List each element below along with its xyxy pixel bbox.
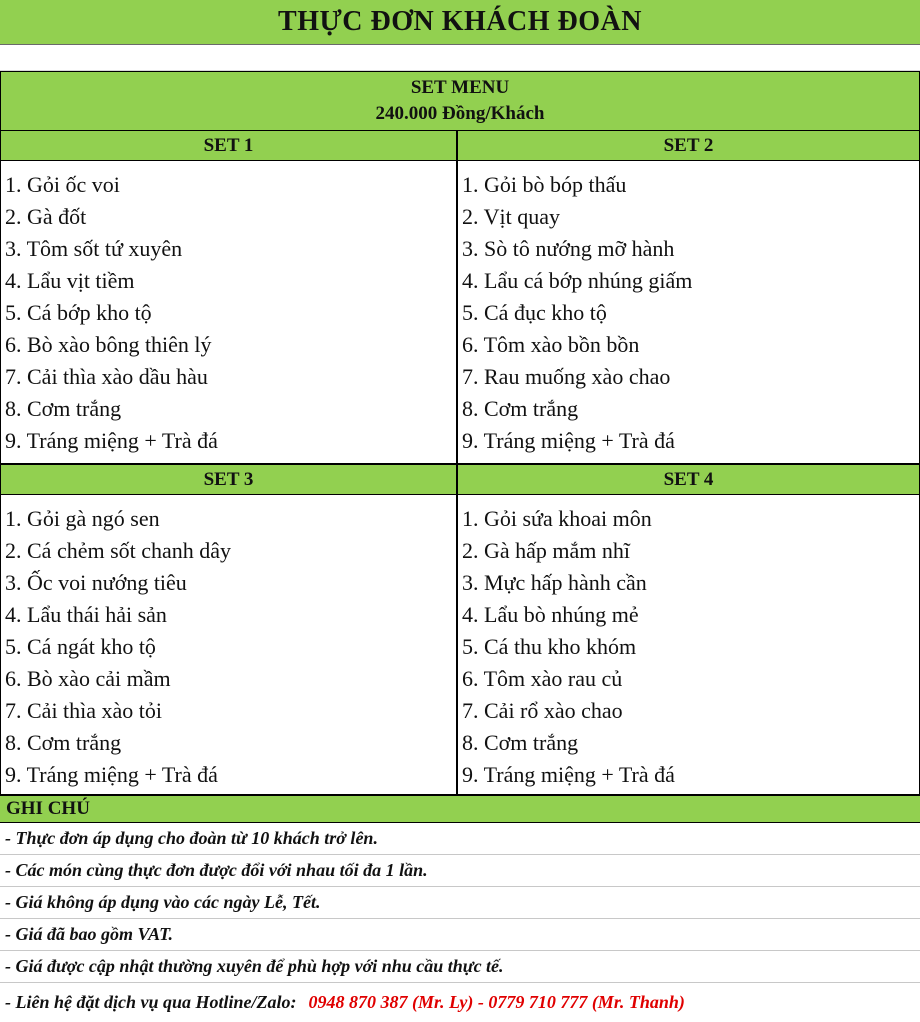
list-item: 1. Gỏi sứa khoai môn xyxy=(462,506,652,531)
page-title: THỰC ĐƠN KHÁCH ĐOÀN xyxy=(0,0,920,45)
list-item: 2. Gà đốt xyxy=(5,204,87,229)
list-item: 4. Lẩu bò nhúng mẻ xyxy=(462,602,639,627)
list-item: 7. Rau muống xào chao xyxy=(462,364,671,389)
list-item: 4. Lẩu vịt tiềm xyxy=(5,268,135,293)
set-4-title: SET 4 xyxy=(457,464,920,495)
set-menu-price: 240.000 Đồng/Khách xyxy=(375,103,545,124)
note-item: - Thực đơn áp dụng cho đoàn từ 10 khách trở lên. xyxy=(0,823,920,855)
note-item: - Giá được cập nhật thường xuyên để phù hợp với nhu cầu thực tế. xyxy=(0,951,920,983)
set-1-items xyxy=(0,161,457,464)
list-item: 1. Gỏi ốc voi xyxy=(5,172,120,197)
list-item: 5. Cá đục kho tộ xyxy=(462,300,607,325)
list-item: 3. Ốc voi nướng tiêu xyxy=(5,570,187,595)
list-item: 7. Cải thìa xào dầu hàu xyxy=(5,364,208,389)
set-menu-header xyxy=(0,71,920,131)
list-item: 3. Sò tô nướng mỡ hành xyxy=(462,236,675,261)
list-item: 3. Tôm sốt tứ xuyên xyxy=(5,236,183,261)
list-item: 6. Tôm xào bồn bồn xyxy=(462,332,640,357)
list-item: 9. Tráng miệng + Trà đá xyxy=(5,428,218,453)
list-item: 8. Cơm trắng xyxy=(5,730,122,755)
list-item: 9. Tráng miệng + Trà đá xyxy=(5,762,218,787)
list-item: 7. Cải rổ xào chao xyxy=(462,698,623,723)
list-item: 5. Cá thu kho khóm xyxy=(462,634,637,659)
set-4-items xyxy=(457,495,920,795)
list-item: 2. Gà hấp mắm nhĩ xyxy=(462,538,631,563)
contact-label: - Liên hệ đặt dịch vụ qua Hotline/Zalo: xyxy=(5,991,297,1012)
set-3-items xyxy=(0,495,457,795)
list-item: 1. Gỏi bò bóp thấu xyxy=(462,172,627,197)
notes-title: GHI CHÚ xyxy=(0,795,920,823)
set-1-title: SET 1 xyxy=(0,130,457,161)
set-2-title: SET 2 xyxy=(457,130,920,161)
list-item: 6. Bò xào cải mầm xyxy=(5,666,171,691)
list-item: 1. Gỏi gà ngó sen xyxy=(5,506,160,531)
list-item: 6. Tôm xào rau củ xyxy=(462,666,623,691)
list-item: 8. Cơm trắng xyxy=(462,396,579,421)
list-item: 3. Mực hấp hành cần xyxy=(462,570,647,595)
blank-row xyxy=(0,45,920,71)
list-item: 2. Cá chẻm sốt chanh dây xyxy=(5,538,232,563)
list-item: 9. Tráng miệng + Trà đá xyxy=(462,428,675,453)
set-menu-label: SET MENU xyxy=(410,77,510,98)
list-item: 6. Bò xào bông thiên lý xyxy=(5,332,212,357)
list-item: 7. Cải thìa xào tỏi xyxy=(5,698,163,723)
list-item: 8. Cơm trắng xyxy=(5,396,122,421)
list-item: 8. Cơm trắng xyxy=(462,730,579,755)
note-item: - Giá đã bao gồm VAT. xyxy=(0,919,920,951)
list-item: 4. Lẩu cá bớp nhúng giấm xyxy=(462,268,693,293)
note-item: - Giá không áp dụng vào các ngày Lễ, Tết. xyxy=(0,887,920,919)
list-item: 5. Cá ngát kho tộ xyxy=(5,634,156,659)
list-item: 2. Vịt quay xyxy=(462,204,560,229)
hotline-numbers: 0948 870 387 (Mr. Ly) - 0779 710 777 (Mr. Thanh) xyxy=(308,991,685,1012)
set-2-items xyxy=(457,161,920,464)
list-item: 5. Cá bớp kho tộ xyxy=(5,300,152,325)
note-item: - Các món cùng thực đơn được đổi với nhau tối đa 1 lần. xyxy=(0,855,920,887)
set-3-title: SET 3 xyxy=(0,464,457,495)
list-item: 9. Tráng miệng + Trà đá xyxy=(462,762,675,787)
list-item: 4. Lẩu thái hải sản xyxy=(5,602,167,627)
contact-row xyxy=(0,983,920,1021)
